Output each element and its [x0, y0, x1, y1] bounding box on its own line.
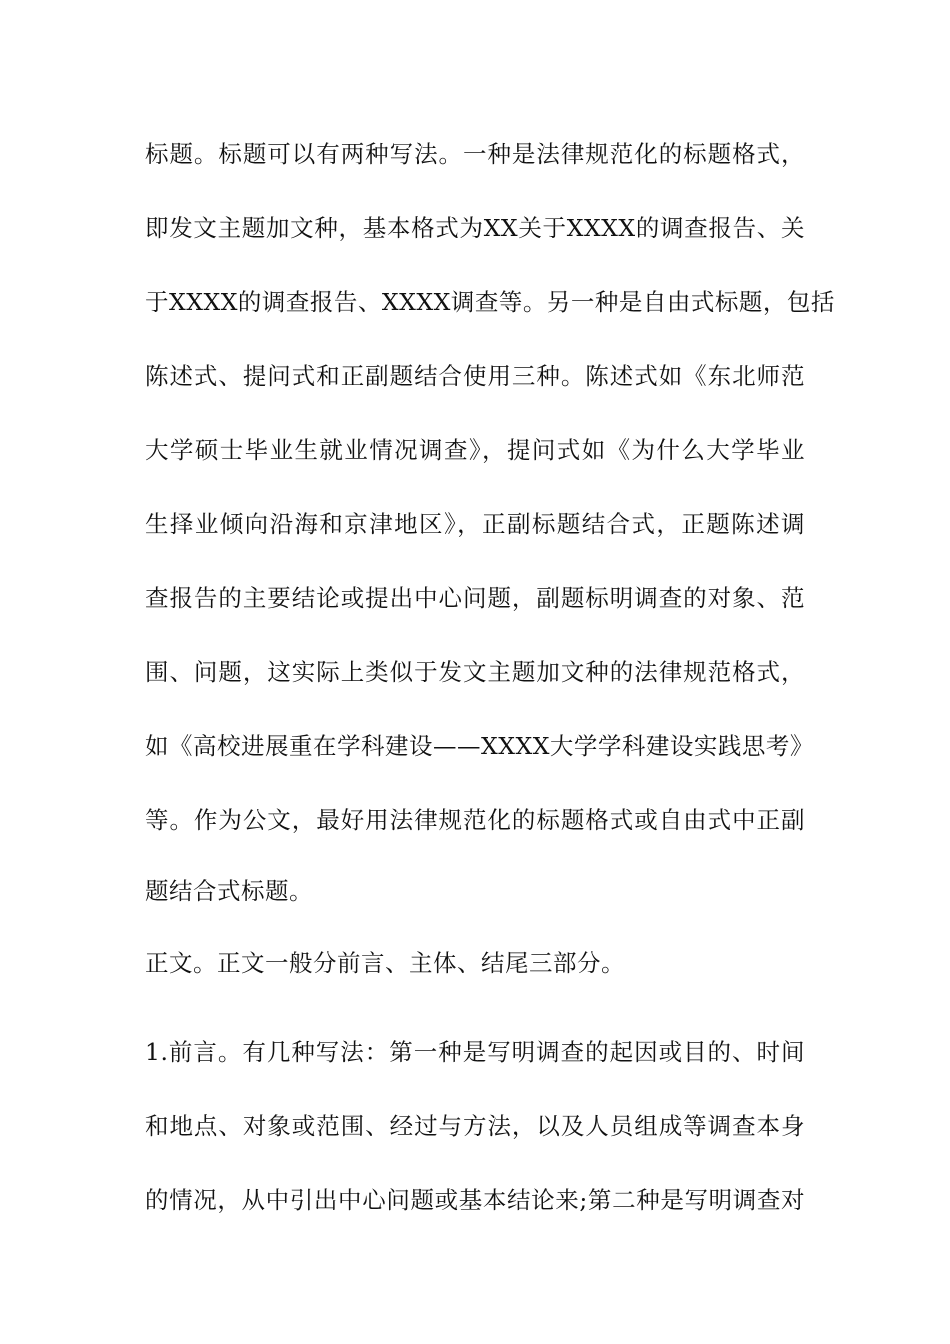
- text-line-9: 如《高校进展重在学科建设——XXXX大学学科建设实践思考》: [145, 732, 814, 760]
- text-line-7: 查报告的主要结论或提出中心问题，副题标明调查的对象、范: [145, 584, 805, 612]
- text-line-14: 和地点、对象或范围、经过与方法，以及人员组成等调查本身: [145, 1112, 805, 1140]
- text-line-3: 于XXXX的调查报告、XXXX调查等。另一种是自由式标题，包括: [145, 288, 835, 316]
- text-line-2: 即发文主题加文种，基本格式为XX关于XXXX的调查报告、关: [145, 214, 805, 242]
- text-line-6: 生择业倾向沿海和京津地区》，正副标题结合式，正题陈述调: [145, 510, 805, 538]
- text-line-11: 题结合式标题。: [145, 877, 313, 905]
- text-line-15: 的情况，从中引出中心问题或基本结论来;第二种是写明调查对: [145, 1186, 805, 1214]
- text-line-12: 正文。正文一般分前言、主体、结尾三部分。: [145, 949, 625, 977]
- text-line-10: 等。作为公文，最好用法律规范化的标题格式或自由式中正副: [145, 806, 805, 834]
- text-line-4: 陈述式、提问式和正副题结合使用三种。陈述式如《东北师范: [145, 362, 805, 390]
- text-line-1: 标题。标题可以有两种写法。一种是法律规范化的标题格式，: [145, 140, 805, 168]
- text-line-13: 1.前言。有几种写法：第一种是写明调查的起因或目的、时间: [145, 1038, 805, 1066]
- text-line-8: 围、问题，这实际上类似于发文主题加文种的法律规范格式，: [145, 658, 805, 686]
- text-line-5: 大学硕士毕业生就业情况调查》，提问式如《为什么大学毕业: [145, 436, 805, 464]
